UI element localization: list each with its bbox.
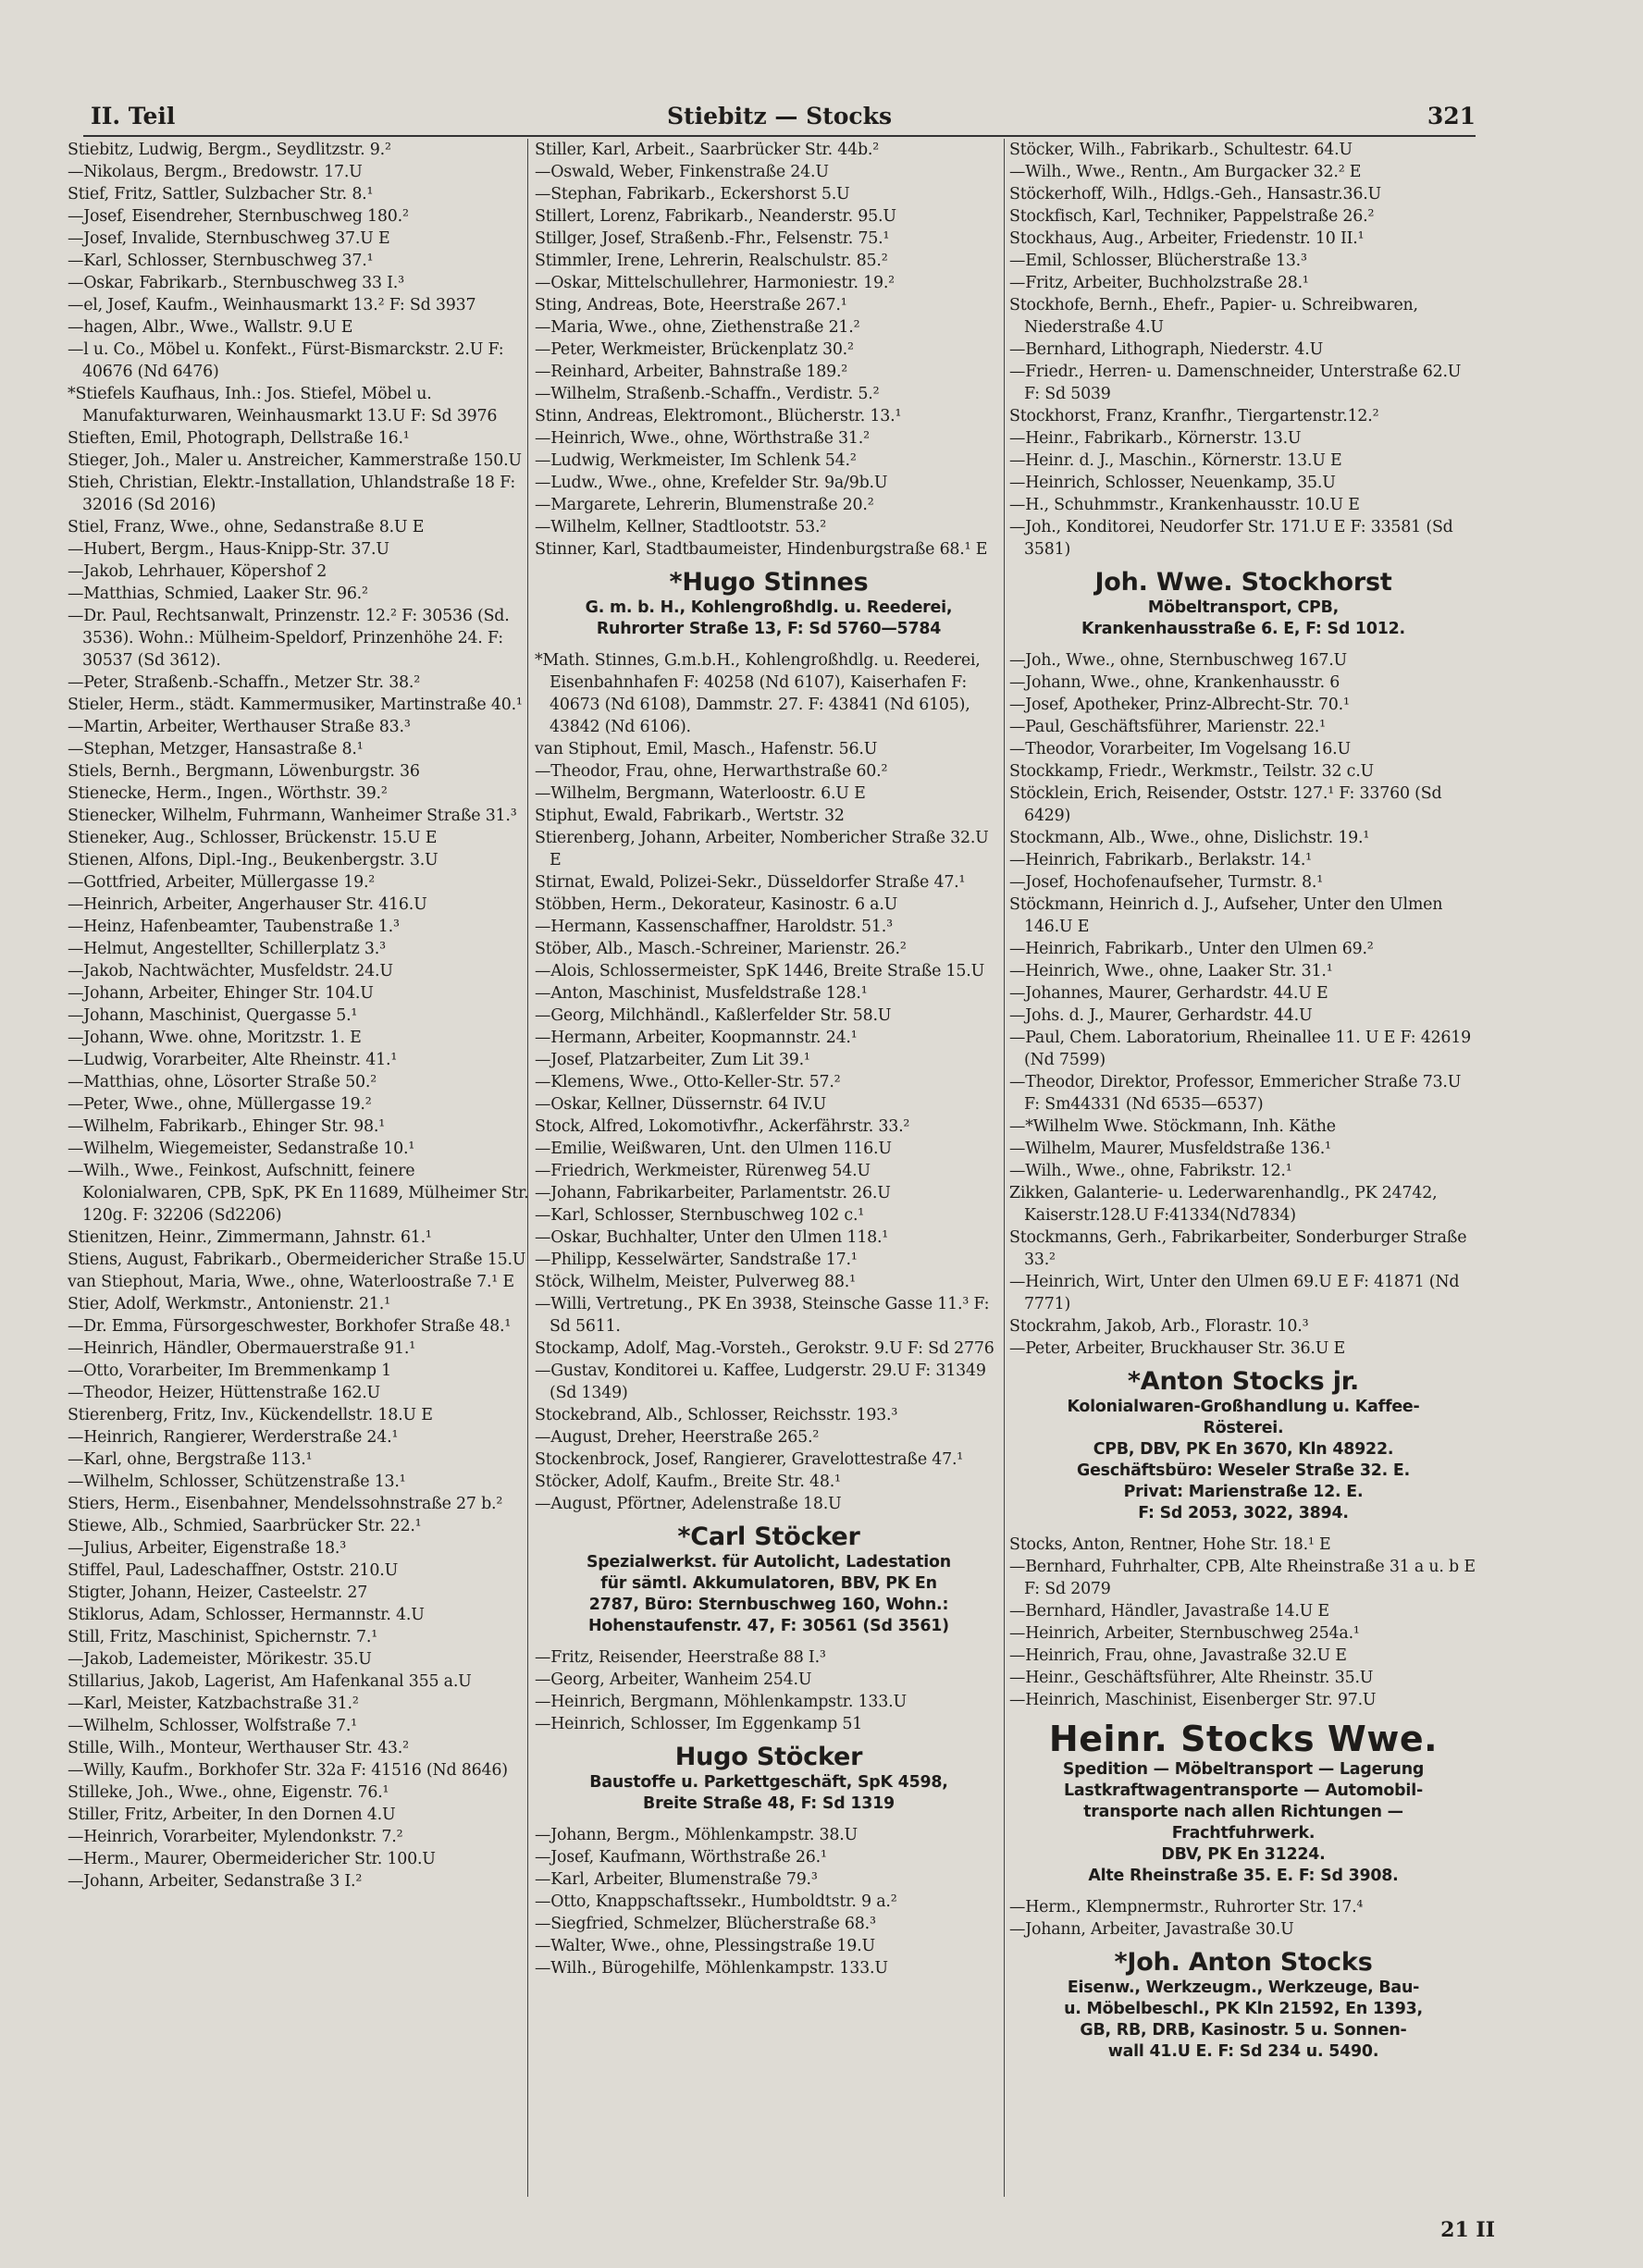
advert-carl-stoecker bbox=[535, 1522, 1003, 1637]
directory-entry: —Ludwig, Vorarbeiter, Alte Rheinstr. 41.¹ bbox=[68, 1051, 398, 1069]
directory-entry: —Otto, Vorarbeiter, Im Bremmenkamp 1 bbox=[68, 1362, 391, 1380]
directory-entry: Stieneker, Aug., Schlosser, Brückenstr. 15.U E bbox=[68, 829, 438, 847]
directory-entry: —Otto, Knappschaftssekr., Humboldtstr. 9 a.² bbox=[535, 1892, 897, 1911]
directory-entry: —Heinrich, Frau, ohne, Javastraße 32.U E bbox=[1009, 1646, 1347, 1665]
directory-entry: —Peter, Arbeiter, Bruckhauser Str. 36.U E bbox=[1009, 1339, 1346, 1358]
directory-entry: Stock, Alfred, Lokomotivfhr., Ackerfährstr. 33.² bbox=[535, 1117, 910, 1136]
advert-line: Frachtfuhrwerk. bbox=[1171, 1824, 1316, 1843]
directory-entry: Zikken, Galanterie- u. Lederwarenhandlg., PK 24742, Kaiserstr.128.U F:41334(Nd7834) bbox=[1009, 1184, 1438, 1225]
directory-entry: Stiller, Fritz, Arbeiter, In den Dornen 4.U bbox=[68, 1806, 396, 1824]
directory-entry: Stockhorst, Franz, Kranfhr., Tiergartenstr.12.² bbox=[1009, 407, 1379, 425]
directory-entry: —Gustav, Konditorei u. Kaffee, Ludgerstr. 29.U F: 31349 (Sd 1349) bbox=[535, 1362, 986, 1402]
directory-entry: —Walter, Wwe., ohne, Plessingstraße 19.U bbox=[535, 1937, 875, 1955]
directory-entry: —Joh., Konditorei, Neudorfer Str. 171.U E F: 33581 (Sd 3581) bbox=[1009, 518, 1453, 559]
directory-entry: Stillert, Lorenz, Fabrikarb., Neanderstr. 95.U bbox=[535, 207, 896, 226]
directory-entry: Stockamp, Adolf, Mag.-Vorsteh., Gerokstr. 9.U F: Sd 2776 bbox=[535, 1339, 994, 1358]
directory-entry: —Oskar, Buchhalter, Unter den Ulmen 118.¹ bbox=[535, 1228, 889, 1247]
directory-entry: Stienitzen, Heinr., Zimmermann, Jahnstr. 61.¹ bbox=[68, 1228, 432, 1247]
directory-entry: Stiewe, Alb., Schmied, Saarbrücker Str. 22.¹ bbox=[68, 1517, 422, 1535]
directory-entry: —Wilh., Wwe., Rentn., Am Burgacker 32.² E bbox=[1009, 163, 1362, 181]
directory-entry: —Oskar, Kellner, Düssernstr. 64 IV.U bbox=[535, 1095, 827, 1114]
directory-entry: —Dr. Paul, Rechtsanwalt, Prinzenstr. 12.² F: 30536 (Sd. 3536). Wohn.: Mülheim-Speldorf, Prinzenhöhe 24. F: 30537 (Sd 3612). bbox=[68, 607, 510, 670]
directory-entry: Stiklorus, Adam, Schlosser, Hermannstr. 4.U bbox=[68, 1606, 425, 1624]
directory-entry: —Anton, Maschinist, Musfeldstraße 128.¹ bbox=[535, 984, 868, 1003]
directory-entry: —Friedrich, Werkmeister, Rürenweg 54.U bbox=[535, 1162, 871, 1180]
directory-entry: —Wilhelm, Straßenb.-Schaffn., Verdistr. 5.² bbox=[535, 385, 880, 403]
directory-entry: —Helmut, Angestellter, Schillerplatz 3.³ bbox=[68, 940, 386, 958]
directory-entry: —Karl, ohne, Bergstraße 113.¹ bbox=[68, 1450, 313, 1469]
directory-entry: —Johann, Bergm., Möhlenkampstr. 38.U bbox=[535, 1826, 858, 1844]
directory-entry: —Emil, Schlosser, Blücherstraße 13.³ bbox=[1009, 252, 1307, 270]
directory-entry: —Alois, Schlossermeister, SpK 1446, Breite Straße 15.U bbox=[535, 962, 985, 980]
advert-heinr-stocks bbox=[1009, 1719, 1477, 1887]
advert-line: Spedition — Möbeltransport — Lagerung bbox=[1062, 1760, 1425, 1779]
directory-entry: —Heinr., Geschäftsführer, Alte Rheinstr. 35.U bbox=[1009, 1669, 1374, 1687]
header-section: II. Teil bbox=[91, 103, 176, 129]
directory-entry: Stieh, Christian, Elektr.-Installation, Uhlandstraße 18 F: 32016 (Sd 2016) bbox=[68, 474, 516, 514]
directory-entry: —Bernhard, Lithograph, Niederstr. 4.U bbox=[1009, 340, 1324, 359]
directory-entry: —Jakob, Lademeister, Mörikestr. 35.U bbox=[68, 1650, 372, 1669]
directory-entry: —Klemens, Wwe., Otto-Keller-Str. 57.² bbox=[535, 1073, 841, 1091]
directory-entry: —Karl, Arbeiter, Blumenstraße 79.³ bbox=[535, 1870, 818, 1889]
directory-entry: —Josef, Invalide, Sternbuschweg 37.U E bbox=[68, 229, 390, 248]
directory-entry: —Heinrich, Rangierer, Werderstraße 24.¹ bbox=[68, 1428, 399, 1447]
directory-entry: Stockfisch, Karl, Techniker, Pappelstraße 26.² bbox=[1009, 207, 1375, 226]
column-divider bbox=[1004, 139, 1005, 2197]
directory-entry: —Margarete, Lehrerin, Blumenstraße 20.² bbox=[535, 496, 874, 514]
advert-line: Krankenhausstraße 6. E, F: Sd 1012. bbox=[1081, 620, 1405, 638]
directory-entry: —Philipp, Kesselwärter, Sandstraße 17.¹ bbox=[535, 1251, 858, 1269]
directory-entry: —Wilh., Wwe., Feinkost, Aufschnitt, feinere Kolonialwaren, CPB, SpK, PK En 11689, Mülheimer Str. 120g. F: 32206 (Sd2206) bbox=[68, 1162, 529, 1225]
advert-line: wall 41.U E. F: Sd 234 u. 5490. bbox=[1107, 2042, 1379, 2061]
page-header bbox=[83, 91, 1476, 137]
directory-entry: —Josef, Hochofenaufseher, Turmstr. 8.¹ bbox=[1009, 873, 1324, 892]
directory-entry: Stillarius, Jakob, Lagerist, Am Hafenkanal 355 a.U bbox=[68, 1672, 472, 1691]
advert-hugo-stinnes bbox=[535, 568, 1003, 640]
advert-hugo-stoecker bbox=[535, 1743, 1003, 1815]
directory-entry: —Hermann, Arbeiter, Koopmannstr. 24.¹ bbox=[535, 1029, 858, 1047]
directory-entry: —August, Pförtner, Adelenstraße 18.U bbox=[535, 1495, 842, 1513]
directory-entry: —Heinrich, Händler, Obermauerstraße 91.¹ bbox=[68, 1339, 415, 1358]
advert-line: Spezialwerkst. für Autolicht, Ladestation bbox=[586, 1553, 951, 1572]
advert-title: *Hugo Stinnes bbox=[669, 568, 869, 597]
advert-line: Eisenw., Werkzeugm., Werkzeuge, Bau- bbox=[1067, 1978, 1420, 1997]
directory-entry: Stinn, Andreas, Elektromont., Blücherstr. 13.¹ bbox=[535, 407, 902, 425]
directory-entry: —Josef, Platzarbeiter, Zum Lit 39.¹ bbox=[535, 1051, 810, 1069]
directory-entry: Stöck, Wilhelm, Meister, Pulverweg 88.¹ bbox=[535, 1273, 856, 1291]
advert-line: transporte nach allen Richtungen — bbox=[1083, 1803, 1403, 1821]
directory-entry: Stierenberg, Johann, Arbeiter, Nomberichеr Straße 32.U E bbox=[535, 829, 989, 869]
directory-entry: —Heinrich, Vorarbeiter, Mylendonkstr. 7.² bbox=[68, 1828, 403, 1846]
directory-entry: —Johann, Arbeiter, Javastraße 30.U bbox=[1009, 1920, 1294, 1939]
directory-entry: Stienecker, Wilhelm, Fuhrmann, Wanheimer Straße 31.³ bbox=[68, 807, 517, 825]
advert-line: DBV, PK En 31224. bbox=[1161, 1845, 1326, 1864]
directory-entry: —H., Schuhmmstr., Krankenhausstr. 10.U E bbox=[1009, 496, 1360, 514]
directory-entry: —Heinrich, Wirt, Unter den Ulmen 69.U E F: 41871 (Nd 7771) bbox=[1009, 1273, 1460, 1313]
directory-entry: —Herm., Maurer, Obermeidericher Str. 100.U bbox=[68, 1850, 436, 1868]
directory-entry: —Johann, Wwe. ohne, Moritzstr. 1. E bbox=[68, 1029, 362, 1047]
advert-stockhorst bbox=[1009, 568, 1477, 640]
directory-entry: Stieften, Emil, Photograph, Dellstraße 16.¹ bbox=[68, 429, 410, 448]
advert-line: Geschäftsbüro: Weseler Straße 32. E. bbox=[1077, 1461, 1410, 1480]
advert-line: Rösterei. bbox=[1203, 1419, 1284, 1437]
directory-entry: —Johannes, Maurer, Gerhardstr. 44.U E bbox=[1009, 984, 1328, 1003]
directory-entry: —Hermann, Kassenschaffner, Haroldstr. 51.³ bbox=[535, 918, 893, 936]
directory-entry: Stiels, Bernh., Bergmann, Löwenburgstr. 36 bbox=[68, 762, 420, 781]
directory-entry: —Wilhelm, Schlosser, Schützenstraße 13.¹ bbox=[68, 1473, 406, 1491]
directory-entry: van Stiphout, Emil, Masch., Hafenstr. 56.U bbox=[535, 740, 878, 758]
directory-entry: —Wilhelm, Schlosser, Wolfstraße 7.¹ bbox=[68, 1717, 357, 1735]
directory-entry: —Wilhelm, Maurer, Musfeldstraße 136.¹ bbox=[1009, 1140, 1331, 1158]
directory-entry: —Johann, Fabrikarbeiter, Parlamentstr. 26.U bbox=[535, 1184, 891, 1202]
directory-entry: —Wilhelm, Wiegemeister, Sedanstraße 10.¹ bbox=[68, 1140, 415, 1158]
advert-line: Kolonialwaren-Großhandlung u. Kaffee- bbox=[1067, 1398, 1420, 1416]
directory-entry: —Matthias, Schmied, Laaker Str. 96.² bbox=[68, 585, 368, 603]
advert-title: Joh. Wwe. Stockhorst bbox=[1094, 568, 1392, 597]
directory-entry: Stiers, Herm., Eisenbahner, Mendelssohnstraße 27 b.² bbox=[68, 1495, 503, 1513]
directory-entry: —Matthias, ohne, Lösorter Straße 50.² bbox=[68, 1073, 377, 1091]
directory-entry: Stöbben, Herm., Dekorateur, Kasinostr. 6 a.U bbox=[535, 895, 898, 914]
directory-entry: —Johs. d. J., Maurer, Gerhardstr. 44.U bbox=[1009, 1006, 1313, 1025]
directory-entry: —Joh., Wwe., ohne, Sternbuschweg 167.U bbox=[1009, 651, 1347, 670]
directory-entry: —Wilhelm, Bergmann, Waterloostr. 6.U E bbox=[535, 784, 866, 803]
directory-entry: Stier, Adolf, Werkmstr., Antonienstr. 21.¹ bbox=[68, 1295, 390, 1313]
directory-entry: —Heinr. d. J., Maschin., Körnerstr. 13.U E bbox=[1009, 451, 1342, 470]
directory-entry: —Wilhelm, Kellner, Stadtlootstr. 53.² bbox=[535, 518, 827, 536]
directory-entry: Stockkamp, Friedr., Werkmstr., Teilstr. 32 c.U bbox=[1009, 762, 1374, 781]
advert-line: F: Sd 2053, 3022, 3894. bbox=[1138, 1504, 1349, 1522]
directory-entry: van Stiephout, Maria, Wwe., ohne, Waterloostraße 7.¹ E bbox=[68, 1273, 514, 1291]
directory-entry: Stierenberg, Fritz, Inv., Kückendellstr. 18.U E bbox=[68, 1406, 433, 1424]
advert-line: Hohenstaufenstr. 47, F: 30561 (Sd 3561) bbox=[588, 1617, 949, 1635]
directory-entry: —Peter, Straßenb.-Schaffn., Metzer Str. 38.² bbox=[68, 673, 421, 692]
directory-entry: —Josef, Apotheker, Prinz-Albrecht-Str. 70.¹ bbox=[1009, 696, 1350, 714]
directory-entry: —Jakob, Lehrhauer, Köpershof 2 bbox=[68, 562, 327, 581]
directory-entry: Stillger, Josef, Straßenb.-Fhr., Felsenstr. 75.¹ bbox=[535, 229, 890, 248]
directory-entry: —Heinrich, Fabrikarb., Unter den Ulmen 69.² bbox=[1009, 940, 1374, 958]
directory-entry: —Peter, Wwe., ohne, Müllergasse 19.² bbox=[68, 1095, 372, 1114]
advert-title: *Carl Stöcker bbox=[677, 1522, 860, 1551]
advert-line: Baustoffe u. Parkettgeschäft, SpK 4598, bbox=[589, 1773, 948, 1792]
directory-entry: —Dr. Emma, Fürsorgeschwester, Borkhofer Straße 48.¹ bbox=[68, 1317, 512, 1336]
directory-entry: —Paul, Chem. Laboratorium, Rheinallee 11. U E F: 42619 (Nd 7599) bbox=[1009, 1029, 1472, 1069]
directory-entry: Stöcklein, Erich, Reisender, Oststr. 127.¹ F: 33760 (Sd 6429) bbox=[1009, 784, 1442, 825]
directory-entry: —Martin, Arbeiter, Werthauser Straße 83.³ bbox=[68, 718, 411, 736]
directory-entry: —Georg, Milchhändl., Kaßlerfelder Str. 58.U bbox=[535, 1006, 892, 1025]
directory-entry: —Maria, Wwe., ohne, Ziethenstraße 21.² bbox=[535, 318, 860, 337]
directory-entry: Stiller, Karl, Arbeit., Saarbrücker Str. 44b.² bbox=[535, 141, 879, 159]
directory-entry: —Wilhelm, Fabrikarb., Ehinger Str. 98.¹ bbox=[68, 1117, 385, 1136]
advert-line: 2787, Büro: Sternbuschweg 160, Wohn.: bbox=[588, 1596, 949, 1614]
directory-entry: —Heinrich, Arbeiter, Angerhauser Str. 416.U bbox=[68, 895, 427, 914]
directory-entry: Stille, Wilh., Monteur, Werthauser Str. 43.² bbox=[68, 1739, 409, 1757]
directory-entry: Stief, Fritz, Sattler, Sulzbacher Str. 8.¹ bbox=[68, 185, 374, 203]
directory-entry: Stiel, Franz, Wwe., ohne, Sedanstraße 8.U E bbox=[68, 518, 425, 536]
directory-entry: —Wilh., Bürogehilfe, Möhlenkampstr. 133.U bbox=[535, 1959, 888, 1978]
directory-entry: —Heinrich, Bergmann, Möhlenkampstr. 133.U bbox=[535, 1693, 907, 1711]
directory-entry: —Julius, Arbeiter, Eigenstraße 18.³ bbox=[68, 1539, 347, 1558]
column-2 bbox=[535, 139, 1003, 1979]
advert-title: *Joh. Anton Stocks bbox=[1114, 1948, 1373, 1977]
directory-entry: —Stephan, Metzger, Hansastraße 8.¹ bbox=[68, 740, 364, 758]
directory-entry: —Oswald, Weber, Finkenstraße 24.U bbox=[535, 163, 829, 181]
directory-entry: —Johann, Maschinist, Quergasse 5.¹ bbox=[68, 1006, 358, 1025]
directory-entry: —Johann, Arbeiter, Sedanstraße 3 I.² bbox=[68, 1872, 363, 1891]
directory-entry: —Bernhard, Fuhrhalter, CPB, Alte Rheinstraße 31 a u. b E F: Sd 2079 bbox=[1009, 1558, 1476, 1598]
advert-line: Breite Straße 48, F: Sd 1319 bbox=[643, 1794, 895, 1813]
directory-entry: —Gottfried, Arbeiter, Müllergasse 19.² bbox=[68, 873, 376, 892]
directory-entry: Stockmanns, Gerh., Fabrikarbeiter, Sonderburger Straße 33.² bbox=[1009, 1228, 1467, 1269]
directory-entry: Stockebrand, Alb., Schlosser, Reichsstr. 193.³ bbox=[535, 1406, 898, 1424]
advert-title: *Anton Stocks jr. bbox=[1127, 1367, 1360, 1396]
directory-entry: Stieger, Joh., Maler u. Anstreicher, Kammerstraße 150.U bbox=[68, 451, 522, 470]
advert-title: Hugo Stöcker bbox=[674, 1743, 863, 1771]
directory-entry: Stöcker, Wilh., Fabrikarb., Schultestr. 64.U bbox=[1009, 141, 1353, 159]
directory-entry: —Nikolaus, Bergm., Bredowstr. 17.U bbox=[68, 163, 363, 181]
advert-line: Lastkraftwagentransporte — Automobil- bbox=[1064, 1781, 1423, 1800]
directory-entry: *Stiefels Kaufhaus, Inh.: Jos. Stiefel, Möbel u. Manufakturwaren, Weinhausmarkt 13.U F: Sd 3976 bbox=[68, 385, 498, 425]
directory-entry: Stigter, Johann, Heizer, Casteelstr. 27 bbox=[68, 1584, 368, 1602]
directory-entry: —Theodor, Direktor, Professor, Emmericher Straße 73.U F: Sm44331 (Nd 6535—6537) bbox=[1009, 1073, 1462, 1114]
directory-entry: Stockrahm, Jakob, Arb., Florastr. 10.³ bbox=[1009, 1317, 1309, 1336]
directory-entry: Stiffel, Paul, Ladeschaffner, Oststr. 210.U bbox=[68, 1561, 399, 1580]
directory-entry: Stöckmann, Heinrich d. J., Aufseher, Unter den Ulmen 146.U E bbox=[1009, 895, 1443, 936]
directory-entry: —Peter, Werkmeister, Brückenplatz 30.² bbox=[535, 340, 854, 359]
directory-entry: —el, Josef, Kaufm., Weinhausmarkt 13.² F: Sd 3937 bbox=[68, 296, 476, 314]
advert-title: Heinr. Stocks Wwe. bbox=[1048, 1719, 1439, 1759]
directory-entry: Stockmann, Alb., Wwe., ohne, Dislichstr. 19.¹ bbox=[1009, 829, 1370, 847]
directory-entry: Stockenbrock, Josef, Rangierer, Gravelottestraße 47.¹ bbox=[535, 1450, 964, 1469]
directory-entry: —hagen, Albr., Wwe., Wallstr. 9.U E bbox=[68, 318, 353, 337]
directory-entry: Stockhofe, Bernh., Ehefr., Papier- u. Schreibwaren, Niederstraße 4.U bbox=[1009, 296, 1418, 337]
directory-entry: Sting, Andreas, Bote, Heerstraße 267.¹ bbox=[535, 296, 847, 314]
directory-entry: —Karl, Meister, Katzbachstraße 31.² bbox=[68, 1695, 359, 1713]
directory-entry: Stimmler, Irene, Lehrerin, Realschulstr. 85.² bbox=[535, 252, 888, 270]
directory-entry: Stieler, Herm., städt. Kammermusiker, Martinstraße 40.¹ bbox=[68, 696, 523, 714]
directory-entry: Stilleke, Joh., Wwe., ohne, Eigenstr. 76.¹ bbox=[68, 1783, 389, 1802]
directory-entry: Stöcker, Adolf, Kaufm., Breite Str. 48.¹ bbox=[535, 1473, 841, 1491]
directory-entry: —Heinrich, Schlosser, Im Eggenkamp 51 bbox=[535, 1715, 863, 1733]
directory-entry: —Jakob, Nachtwächter, Musfeldstr. 24.U bbox=[68, 962, 393, 980]
advert-line: für sämtl. Akkumulatoren, BBV, PK En bbox=[600, 1574, 937, 1593]
directory-entry: —Siegfried, Schmelzer, Blücherstraße 68.³ bbox=[535, 1915, 876, 1933]
directory-entry: —Stephan, Fabrikarb., Eckershorst 5.U bbox=[535, 185, 850, 203]
directory-entry: —Willi, Vertretung., PK En 3938, Steinsche Gasse 11.³ F: Sd 5611. bbox=[535, 1295, 990, 1336]
directory-entry: —August, Dreher, Heerstraße 265.² bbox=[535, 1428, 820, 1447]
advert-line: Alte Rheinstraße 35. E. F: Sd 3908. bbox=[1088, 1867, 1399, 1885]
advert-line: u. Möbelbeschl., PK Kln 21592, En 1393, bbox=[1064, 2000, 1423, 2018]
directory-entry: Still, Fritz, Maschinist, Spichernstr. 7.¹ bbox=[68, 1628, 378, 1646]
directory-entry: —Heinrich, Schlosser, Neuenkamp, 35.U bbox=[1009, 474, 1336, 492]
directory-entry: —Oskar, Mittelschullehrer, Harmoniestr. 19.² bbox=[535, 274, 895, 292]
directory-entry: —Josef, Kaufmann, Wörthstraße 26.¹ bbox=[535, 1848, 827, 1867]
directory-entry: Stienecke, Herm., Ingen., Wörthstr. 39.² bbox=[68, 784, 388, 803]
directory-entry: —Karl, Schlosser, Sternbuschweg 37.¹ bbox=[68, 252, 374, 270]
directory-entry: —Johann, Arbeiter, Ehinger Str. 104.U bbox=[68, 984, 374, 1003]
directory-entry: —Karl, Schlosser, Sternbuschweg 102 c.¹ bbox=[535, 1206, 865, 1225]
directory-entry: —Theodor, Heizer, Hüttenstraße 162.U bbox=[68, 1384, 380, 1402]
advert-line: Ruhrorter Straße 13, F: Sd 5760—5784 bbox=[596, 620, 942, 638]
advert-line: GB, RB, DRB, Kasinostr. 5 u. Sonnen- bbox=[1080, 2021, 1407, 2040]
directory-entry: —Heinrich, Wwe., ohne, Wörthstraße 31.² bbox=[535, 429, 870, 448]
directory-entry: —Friedr., Herren- u. Damenschneider, Unterstraße 62.U F: Sd 5039 bbox=[1009, 363, 1462, 403]
directory-entry: Stiens, August, Fabrikarb., Obermeidericher Straße 15.U bbox=[68, 1251, 526, 1269]
directory-entry: —l u. Co., Möbel u. Konfekt., Fürst-Bismarckstr. 2.U F: 40676 (Nd 6476) bbox=[68, 340, 504, 381]
directory-entry: *Math. Stinnes, G.m.b.H., Kohlengroßhdlg. u. Reederei, Eisenbahnhafen F: 40258 (Nd 6107), Kaiserhafen F: 40673 (Nd 6108), Dammstr. 27. F: 43841 (Nd 6105), 43842 (Nd 6106). bbox=[535, 651, 981, 736]
directory-entry: Stinner, Karl, Stadtbaumeister, Hindenburgstraße 68.¹ E bbox=[535, 540, 988, 559]
directory-entry: —*Wilhelm Wwe. Stöckmann, Inh. Käthe bbox=[1009, 1117, 1336, 1136]
directory-entry: —Emilie, Weißwaren, Unt. den Ulmen 116.U bbox=[535, 1140, 892, 1158]
directory-entry: —Theodor, Frau, ohne, Herwarthstraße 60.² bbox=[535, 762, 888, 781]
directory-entry: —Heinr., Fabrikarb., Körnerstr. 13.U bbox=[1009, 429, 1302, 448]
directory-entry: —Josef, Eisendreher, Sternbuschweg 180.² bbox=[68, 207, 409, 226]
directory-entry: —Ludwig, Werkmeister, Im Schlenk 54.² bbox=[535, 451, 857, 470]
directory-entry: Stienen, Alfons, Dipl.-Ing., Beukenbergstr. 3.U bbox=[68, 851, 439, 869]
directory-entry: —Herm., Klempnermstr., Ruhrorter Str. 17.⁴ bbox=[1009, 1898, 1364, 1917]
directory-entry: —Heinrich, Maschinist, Eisenberger Str. 97.U bbox=[1009, 1691, 1377, 1709]
directory-entry: Stiebitz, Ludwig, Bergm., Seydlitzstr. 9.² bbox=[68, 141, 391, 159]
directory-entry: Stocks, Anton, Rentner, Hohe Str. 18.¹ E bbox=[1009, 1535, 1331, 1554]
advert-line: Möbeltransport, CPB, bbox=[1147, 598, 1340, 617]
directory-entry: —Heinz, Hafenbeamter, Taubenstraße 1.³ bbox=[68, 918, 400, 936]
directory-entry: —Fritz, Arbeiter, Buchholzstraße 28.¹ bbox=[1009, 274, 1309, 292]
column-1 bbox=[68, 139, 536, 1892]
directory-entry: —Wilh., Wwe., ohne, Fabrikstr. 12.¹ bbox=[1009, 1162, 1292, 1180]
page-number: 321 bbox=[1427, 103, 1476, 129]
advert-line: CPB, DBV, PK En 3670, Kln 48922. bbox=[1093, 1440, 1394, 1459]
directory-entry: Stöckerhoff, Wilh., Hdlgs.-Geh., Hansastr.36.U bbox=[1009, 185, 1381, 203]
directory-entry: —Reinhard, Arbeiter, Bahnstraße 189.² bbox=[535, 363, 848, 381]
column-3 bbox=[1009, 139, 1477, 2072]
directory-entry: —Heinrich, Wwe., ohne, Laaker Str. 31.¹ bbox=[1009, 962, 1333, 980]
directory-entry: —Oskar, Fabrikarb., Sternbuschweg 33 I.³ bbox=[68, 274, 404, 292]
advert-anton-stocks bbox=[1009, 1367, 1477, 1524]
directory-entry: —Johann, Wwe., ohne, Krankenhausstr. 6 bbox=[1009, 673, 1340, 692]
directory-entry: —Hubert, Bergm., Haus-Knipp-Str. 37.U bbox=[68, 540, 389, 559]
directory-entry: —Paul, Geschäftsführer, Marienstr. 22.¹ bbox=[1009, 718, 1326, 736]
directory-entry: Stöber, Alb., Masch.-Schreiner, Marienstr. 26.² bbox=[535, 940, 907, 958]
directory-entry: —Ludw., Wwe., ohne, Krefelder Str. 9a/9b.U bbox=[535, 474, 888, 492]
directory-entry: —Heinrich, Arbeiter, Sternbuschweg 254a.¹ bbox=[1009, 1624, 1360, 1643]
advert-joh-anton-stocks bbox=[1009, 1948, 1477, 2063]
directory-entry: —Theodor, Vorarbeiter, Im Vogelsang 16.U bbox=[1009, 740, 1351, 758]
directory-entry: Stockhaus, Aug., Arbeiter, Friedenstr. 10 II.¹ bbox=[1009, 229, 1365, 248]
directory-entry: —Willy, Kaufm., Borkhofer Str. 32a F: 41516 (Nd 8646) bbox=[68, 1761, 508, 1780]
advert-line: Privat: Marienstraße 12. E. bbox=[1123, 1483, 1364, 1501]
directory-entry: —Heinrich, Fabrikarb., Berlakstr. 14.¹ bbox=[1009, 851, 1312, 869]
advert-line: G. m. b. H., Kohlengroßhdlg. u. Reederei, bbox=[585, 598, 953, 617]
directory-entry: —Fritz, Reisender, Heerstraße 88 I.³ bbox=[535, 1648, 826, 1667]
directory-entry: Stirnat, Ewald, Polizei-Sekr., Düsseldorfer Straße 47.¹ bbox=[535, 873, 966, 892]
directory-entry: Stiphut, Ewald, Fabrikarb., Wertstr. 32 bbox=[535, 807, 845, 825]
signature-mark: 21 II bbox=[1440, 2218, 1495, 2242]
header-range: Stiebitz — Stocks bbox=[666, 103, 893, 129]
directory-entry: —Bernhard, Händler, Javastraße 14.U E bbox=[1009, 1602, 1329, 1621]
directory-entry: —Georg, Arbeiter, Wanheim 254.U bbox=[535, 1670, 812, 1689]
